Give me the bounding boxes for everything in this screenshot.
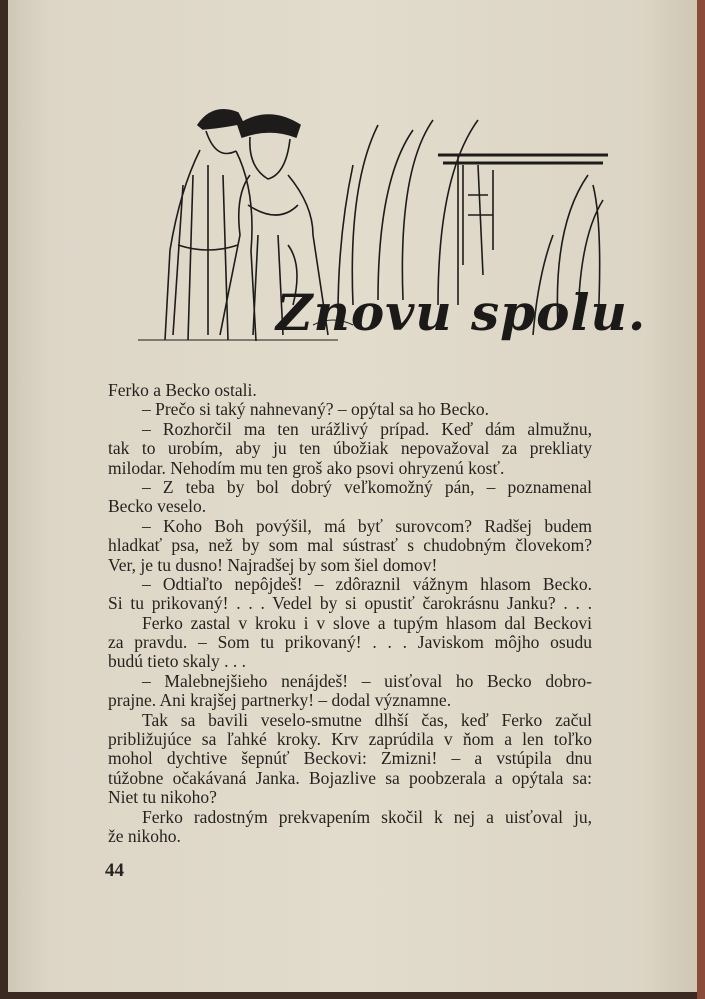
text-line: – Malebnejšieho nenájdeš! – uisťoval ho Becko dobro- — [142, 670, 592, 691]
text-line: – Odtiaľto nepôjdeš! – zdôraznil vážnym hlasom Becko. — [142, 573, 592, 594]
book-page — [8, 0, 698, 992]
text-line: – Koho Boh povýšil, má byť surovcom? Radšej budem — [142, 515, 592, 536]
text-line: budú tieto skaly . . . — [108, 651, 247, 672]
text-line: – Z teba by bol dobrý veľkomožný pán, – poznamenal — [142, 476, 592, 497]
text-line: – Prečo si taký nahnevaný? – opýtal sa ho Becko. — [142, 399, 489, 420]
text-line: mohol dychtive šepnúť Beckovi: Zmizni! – a vstúpila dnu — [108, 748, 592, 769]
text-line: milodar. Nehodím mu ten groš ako psovi ohryzenú kosť. — [108, 457, 505, 478]
text-line: približujúce sa ľahké kroky. Krv zaprúdila v ňom a len toľko — [108, 729, 592, 750]
text-line: Niet tu nikoho? — [108, 787, 217, 808]
text-line: Ferko radostným prekvapením skočil k nej a uisťoval ju, — [142, 806, 592, 827]
text-line: Tak sa bavili veselo-smutne dlhší čas, keď Ferko začul — [142, 709, 592, 730]
text-line: – Rozhorčil ma ten urážlivý prípad. Keď dám almužnu, — [142, 418, 592, 439]
text-line: Ver, je tu dusno! Najradšej by som šiel domov! — [108, 554, 438, 575]
text-line: tak to urobím, aby ju ten úbožiak nepovažoval za prekliaty — [108, 438, 592, 459]
book-cover-edge — [697, 0, 705, 999]
text-line: za pravdu. – Som tu prikovaný! . . . Javiskom môjho osudu — [108, 632, 592, 653]
body-text — [108, 381, 592, 846]
text-line: prajne. Ani krajšej partnerky! – dodal významne. — [108, 690, 452, 711]
text-line: Ferko a Becko ostali. — [108, 380, 257, 400]
text-line: Si tu prikovaný! . . . Vedel by si opustiť čarokrásnu Janku? . . . — [108, 593, 592, 614]
text-line: hladkať psa, než by som mal sústrasť s chudobným človekom? — [108, 535, 592, 556]
text-line: túžobne očakávaná Janka. Bojazlive sa poobzerala a opýtala sa: — [108, 767, 592, 788]
text-line: Ferko zastal v kroku i v slove a tupým hlasom dal Beckovi — [142, 612, 592, 633]
text-line: Becko veselo. — [108, 496, 207, 517]
text-line: že nikoho. — [108, 825, 181, 846]
chapter-title: Znovu spolu. — [276, 283, 647, 342]
page-number: 44 — [105, 860, 124, 881]
